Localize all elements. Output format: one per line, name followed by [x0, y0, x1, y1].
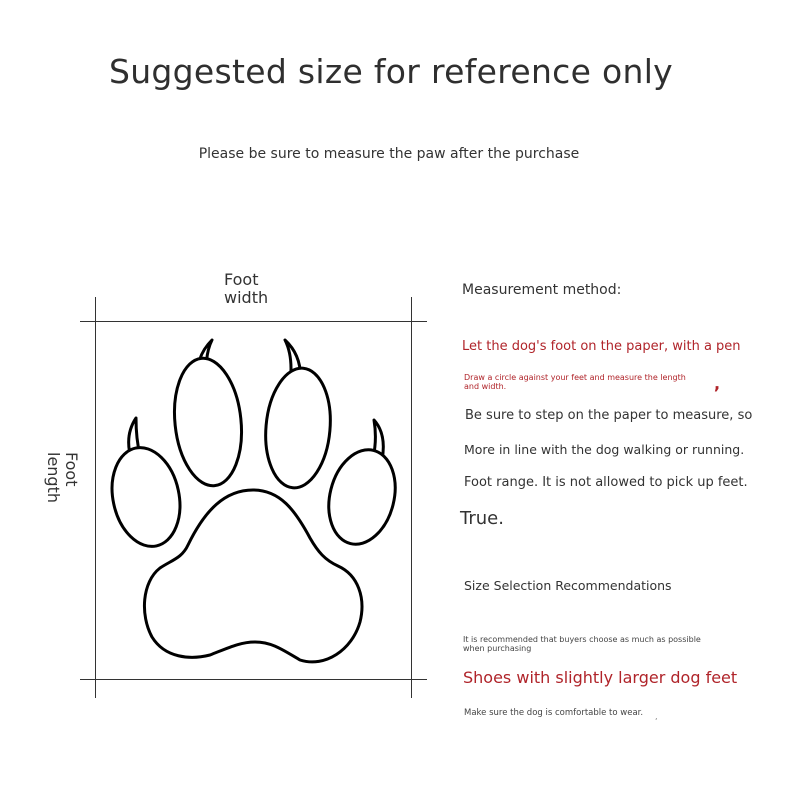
- measurement-line-4: True.: [460, 508, 504, 529]
- page-title: Suggested size for reference only: [108, 52, 674, 91]
- measurement-instruction-red: Let the dog's foot on the paper, with a pen: [462, 339, 741, 354]
- measurement-line-2: More in line with the dog walking or running.: [464, 442, 745, 457]
- foot-length-label: [44, 452, 80, 503]
- measurement-line-1: Be sure to step on the paper to measure, so: [465, 408, 753, 423]
- foot-width-label: [224, 271, 268, 307]
- toe-pad-3: [103, 441, 188, 553]
- toe-pad-2: [261, 365, 335, 490]
- size-recommendation-red: Shoes with slightly larger dog feet: [463, 668, 738, 687]
- foot-length-label-line1: Foot: [62, 452, 81, 487]
- size-recommendation-heading: Size Selection Recommendations: [464, 578, 672, 593]
- measurement-method-heading: Measurement method:: [462, 282, 622, 298]
- measurement-red-comma: ,: [714, 374, 721, 393]
- measurement-instruction-small: Draw a circle against your feet and measure the length and width.: [464, 373, 686, 391]
- size-recommendation-comma: ,: [655, 712, 658, 721]
- foot-length-label-line2: length: [44, 452, 63, 503]
- size-recommendation-comfort: Make sure the dog is comfortable to wear.: [464, 708, 644, 718]
- size-recommendation-small: It is recommended that buyers choose as much as possible when purchasing: [463, 635, 701, 653]
- toe-pad-1: [168, 355, 247, 489]
- toe-pad-4: [319, 443, 404, 552]
- paw-icon: [103, 340, 404, 662]
- foot-width-label-line2: width: [224, 288, 269, 307]
- foot-width-label-line1: Foot: [224, 270, 259, 289]
- page-subtitle: Please be sure to measure the paw after the purchase: [198, 146, 580, 162]
- measurement-line-3: Foot range. It is not allowed to pick up feet.: [464, 475, 748, 490]
